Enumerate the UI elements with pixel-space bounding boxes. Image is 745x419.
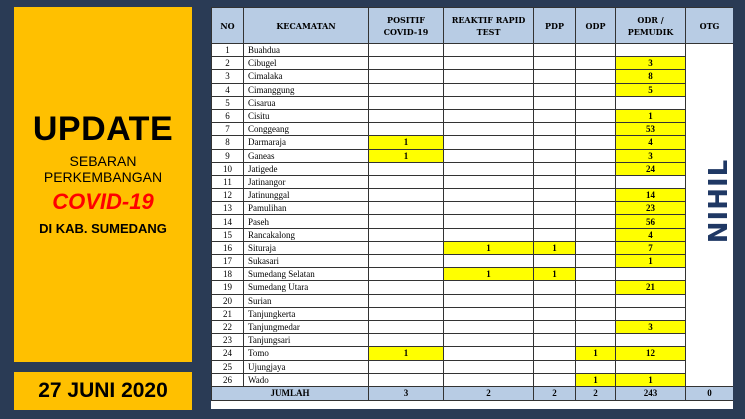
kecamatan-name: Darmaraja <box>244 136 369 149</box>
table-row <box>212 96 734 109</box>
kecamatan-name: Buahdua <box>244 44 369 57</box>
cell-rr <box>444 162 534 175</box>
cell-rr <box>444 228 534 241</box>
cell-pos <box>369 44 444 57</box>
column-header: REAKTIF RAPID TEST <box>444 8 534 44</box>
cell-pdp <box>534 96 576 109</box>
cell-pos <box>369 189 444 202</box>
cell-odp <box>576 202 616 215</box>
cell-odp <box>576 307 616 320</box>
cell-rr <box>444 149 534 162</box>
cell-pos <box>369 175 444 188</box>
table-header-row <box>212 8 734 44</box>
cell-rr <box>444 189 534 202</box>
cell-rr <box>444 360 534 373</box>
cell-odp <box>576 334 616 347</box>
row-number: 17 <box>212 255 244 268</box>
row-number: 11 <box>212 175 244 188</box>
row-number: 8 <box>212 136 244 149</box>
cell-rr <box>444 175 534 188</box>
date-banner: 27 JUNI 2020 <box>14 372 192 410</box>
cell-pdp <box>534 334 576 347</box>
table-row <box>212 347 734 360</box>
cell-rr <box>444 202 534 215</box>
cell-pdp <box>534 307 576 320</box>
region-label: DI KAB. SUMEDANG <box>39 221 167 236</box>
cell-rr <box>444 307 534 320</box>
table-row <box>212 307 734 320</box>
cell-pos <box>369 70 444 83</box>
cell-odr <box>616 307 686 320</box>
row-number: 7 <box>212 123 244 136</box>
cell-odp <box>576 255 616 268</box>
column-header: POSITIF COVID-19 <box>369 8 444 44</box>
cell-pos: 1 <box>369 347 444 360</box>
cell-odr: 1 <box>616 255 686 268</box>
cell-pos <box>369 109 444 122</box>
row-number: 10 <box>212 162 244 175</box>
table-row <box>212 241 734 254</box>
cell-odp <box>576 96 616 109</box>
cell-odr <box>616 268 686 281</box>
table-row <box>212 57 734 70</box>
table-row <box>212 70 734 83</box>
cell-odp <box>576 281 616 294</box>
cell-pdp <box>534 360 576 373</box>
subtitle-line-2: PERKEMBANGAN <box>43 169 163 185</box>
kecamatan-name: Cisarua <box>244 96 369 109</box>
cell-pdp <box>534 189 576 202</box>
kecamatan-name: Cisitu <box>244 109 369 122</box>
cell-odp <box>576 175 616 188</box>
kecamatan-name: Paseh <box>244 215 369 228</box>
table-row <box>212 109 734 122</box>
cell-rr <box>444 109 534 122</box>
row-number: 12 <box>212 189 244 202</box>
row-number: 1 <box>212 44 244 57</box>
cell-odr <box>616 175 686 188</box>
cell-odr: 4 <box>616 228 686 241</box>
cell-rr <box>444 123 534 136</box>
cell-pdp <box>534 44 576 57</box>
kecamatan-name: Cibugel <box>244 57 369 70</box>
cell-pdp <box>534 320 576 333</box>
cell-pos <box>369 281 444 294</box>
cell-pos <box>369 255 444 268</box>
row-number: 19 <box>212 281 244 294</box>
cell-pdp <box>534 202 576 215</box>
kecamatan-name: Surian <box>244 294 369 307</box>
row-number: 15 <box>212 228 244 241</box>
data-table-container <box>211 7 733 409</box>
cell-odp <box>576 268 616 281</box>
cell-pos <box>369 241 444 254</box>
table-row <box>212 44 734 57</box>
cell-pos: 1 <box>369 136 444 149</box>
table-row <box>212 334 734 347</box>
row-number: 2 <box>212 57 244 70</box>
cell-rr <box>444 373 534 386</box>
cell-odp <box>576 57 616 70</box>
cell-pdp: 1 <box>534 268 576 281</box>
cell-odr: 3 <box>616 149 686 162</box>
cell-odp <box>576 70 616 83</box>
update-title: UPDATE <box>32 110 174 148</box>
total-odr: 243 <box>616 386 686 400</box>
cell-rr <box>444 281 534 294</box>
row-number: 24 <box>212 347 244 360</box>
cell-rr <box>444 294 534 307</box>
table-row <box>212 162 734 175</box>
kecamatan-name: Conggeang <box>244 123 369 136</box>
kecamatan-name: Jatinangor <box>244 175 369 188</box>
cell-pos <box>369 360 444 373</box>
kecamatan-name: Cimanggung <box>244 83 369 96</box>
cell-odr: 12 <box>616 347 686 360</box>
cell-odp <box>576 189 616 202</box>
row-number: 9 <box>212 149 244 162</box>
cell-rr <box>444 334 534 347</box>
cell-pos <box>369 268 444 281</box>
cell-odr: 24 <box>616 162 686 175</box>
cell-rr <box>444 83 534 96</box>
cell-pdp <box>534 149 576 162</box>
cell-pos <box>369 215 444 228</box>
cell-odp: 1 <box>576 347 616 360</box>
column-header: ODP <box>576 8 616 44</box>
covid-label: COVID-19 <box>52 189 154 214</box>
row-number: 22 <box>212 320 244 333</box>
cell-pos <box>369 320 444 333</box>
cell-pos <box>369 307 444 320</box>
cell-odp <box>576 162 616 175</box>
cell-odr: 53 <box>616 123 686 136</box>
cell-pdp <box>534 57 576 70</box>
cell-pdp <box>534 281 576 294</box>
cell-odr: 56 <box>616 215 686 228</box>
table-row <box>212 228 734 241</box>
cell-odr <box>616 334 686 347</box>
cell-odp: 1 <box>576 373 616 386</box>
cell-odr: 21 <box>616 281 686 294</box>
table-row <box>212 215 734 228</box>
kecamatan-name: Jatinunggal <box>244 189 369 202</box>
kecamatan-name: Tanjungmedar <box>244 320 369 333</box>
cell-pdp <box>534 83 576 96</box>
covid-data-table <box>211 7 733 401</box>
cell-odp <box>576 360 616 373</box>
kecamatan-name: Sukasari <box>244 255 369 268</box>
cell-odp <box>576 320 616 333</box>
cell-rr <box>444 70 534 83</box>
table-row <box>212 268 734 281</box>
cell-pdp <box>534 70 576 83</box>
table-row <box>212 83 734 96</box>
kecamatan-name: Sumedang Selatan <box>244 268 369 281</box>
column-header: OTG <box>686 8 734 44</box>
cell-odp <box>576 149 616 162</box>
table-row <box>212 320 734 333</box>
cell-pos <box>369 202 444 215</box>
table-body <box>212 44 734 401</box>
cell-odr <box>616 294 686 307</box>
subtitle-line-1: SEBARAN <box>69 153 137 169</box>
kecamatan-name: Tomo <box>244 347 369 360</box>
kecamatan-name: Tanjungsari <box>244 334 369 347</box>
cell-pdp <box>534 136 576 149</box>
cell-rr <box>444 96 534 109</box>
cell-pdp <box>534 373 576 386</box>
table-row <box>212 281 734 294</box>
cell-odr <box>616 44 686 57</box>
table-row <box>212 294 734 307</box>
cell-pos <box>369 123 444 136</box>
cell-pdp: 1 <box>534 241 576 254</box>
column-header: ODR / PEMUDIK <box>616 8 686 44</box>
cell-pos <box>369 96 444 109</box>
row-number: 14 <box>212 215 244 228</box>
cell-odr: 1 <box>616 373 686 386</box>
table-row <box>212 202 734 215</box>
cell-odr: 3 <box>616 320 686 333</box>
kecamatan-name: Tanjungkerta <box>244 307 369 320</box>
total-pos: 3 <box>369 386 444 400</box>
cell-pdp <box>534 162 576 175</box>
cell-odp <box>576 109 616 122</box>
cell-pdp <box>534 175 576 188</box>
cell-rr <box>444 44 534 57</box>
cell-odr: 1 <box>616 109 686 122</box>
cell-odr <box>616 96 686 109</box>
table-row <box>212 149 734 162</box>
cell-odp <box>576 241 616 254</box>
row-number: 5 <box>212 96 244 109</box>
kecamatan-name: Situraja <box>244 241 369 254</box>
cell-pdp <box>534 109 576 122</box>
cell-pos <box>369 294 444 307</box>
row-number: 18 <box>212 268 244 281</box>
cell-odr: 8 <box>616 70 686 83</box>
table-row <box>212 123 734 136</box>
table-row <box>212 189 734 202</box>
total-otg: 0 <box>686 386 734 400</box>
cell-odp <box>576 215 616 228</box>
cell-pos <box>369 162 444 175</box>
cell-odr: 4 <box>616 136 686 149</box>
kecamatan-name: Jatigede <box>244 162 369 175</box>
row-number: 13 <box>212 202 244 215</box>
row-number: 6 <box>212 109 244 122</box>
table-row <box>212 373 734 386</box>
row-number: 26 <box>212 373 244 386</box>
column-header: PDP <box>534 8 576 44</box>
title-panel <box>14 7 192 362</box>
cell-odp <box>576 44 616 57</box>
row-number: 21 <box>212 307 244 320</box>
row-number: 20 <box>212 294 244 307</box>
cell-pdp <box>534 294 576 307</box>
cell-odr: 14 <box>616 189 686 202</box>
nihil-text: NIHIL <box>704 158 734 244</box>
table-row <box>212 175 734 188</box>
cell-odp <box>576 136 616 149</box>
cell-rr <box>444 320 534 333</box>
column-header: KECAMATAN <box>244 8 369 44</box>
cell-rr: 1 <box>444 241 534 254</box>
table-row <box>212 136 734 149</box>
cell-pdp <box>534 215 576 228</box>
cell-rr <box>444 136 534 149</box>
total-rr: 2 <box>444 386 534 400</box>
cell-rr <box>444 255 534 268</box>
cell-odr <box>616 360 686 373</box>
row-number: 4 <box>212 83 244 96</box>
cell-odp <box>576 123 616 136</box>
cell-rr <box>444 215 534 228</box>
kecamatan-name: Cimalaka <box>244 70 369 83</box>
cell-pdp <box>534 347 576 360</box>
kecamatan-name: Ganeas <box>244 149 369 162</box>
cell-pos <box>369 83 444 96</box>
cell-pdp <box>534 255 576 268</box>
cell-odr: 3 <box>616 57 686 70</box>
cell-odp <box>576 228 616 241</box>
cell-odr: 7 <box>616 241 686 254</box>
cell-pdp <box>534 228 576 241</box>
total-row <box>212 386 734 400</box>
cell-pos <box>369 334 444 347</box>
row-number: 23 <box>212 334 244 347</box>
cell-odp <box>576 83 616 96</box>
cell-rr <box>444 347 534 360</box>
cell-pos <box>369 373 444 386</box>
kecamatan-name: Sumedang Utara <box>244 281 369 294</box>
cell-pdp <box>534 123 576 136</box>
cell-odr: 23 <box>616 202 686 215</box>
table-row <box>212 360 734 373</box>
kecamatan-name: Rancakalong <box>244 228 369 241</box>
cell-pos <box>369 57 444 70</box>
cell-rr: 1 <box>444 268 534 281</box>
row-number: 16 <box>212 241 244 254</box>
table-row <box>212 255 734 268</box>
row-number: 3 <box>212 70 244 83</box>
cell-odp <box>576 294 616 307</box>
kecamatan-name: Ujungjaya <box>244 360 369 373</box>
row-number: 25 <box>212 360 244 373</box>
otg-nihil-note <box>704 150 734 252</box>
cell-odr: 5 <box>616 83 686 96</box>
cell-pos <box>369 228 444 241</box>
cell-rr <box>444 57 534 70</box>
total-odp: 2 <box>576 386 616 400</box>
cell-pos: 1 <box>369 149 444 162</box>
kecamatan-name: Pamulihan <box>244 202 369 215</box>
kecamatan-name: Wado <box>244 373 369 386</box>
total-label: JUMLAH <box>212 386 369 400</box>
column-header: NO <box>212 8 244 44</box>
total-pdp: 2 <box>534 386 576 400</box>
